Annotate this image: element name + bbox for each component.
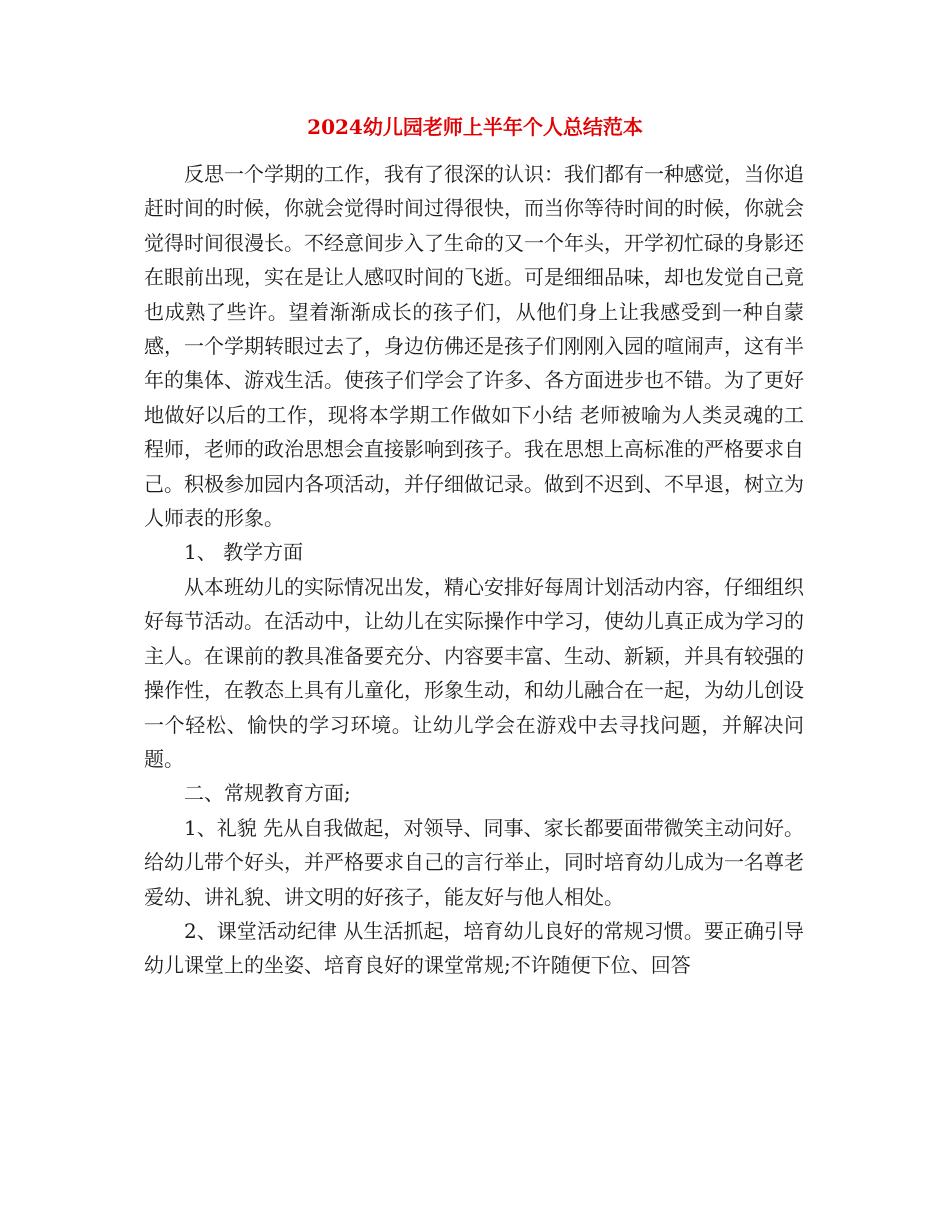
document-body bbox=[144, 157, 804, 983]
document-title: 2024幼儿园老师上半年个人总结范本 bbox=[307, 115, 643, 139]
paragraph-teaching: 从本班幼儿的实际情况出发，精心安排好每周计划活动内容，仔细组织好每节活动。在活动中，让幼儿在实际操作中学习，使幼儿真正成为学习的主人。在课前的教具准备要充分、内容要丰富、生动、新颖，并具有较强的操作性，在教态上具有儿童化，形象生动，和幼儿融合在一起，为幼儿创设一个轻松、愉快的学习环境。让幼儿学会在游戏中去寻找问题，并解决问题。 bbox=[144, 574, 804, 771]
heading-teaching: 1、 教学方面 bbox=[184, 540, 304, 565]
paragraph-reflection: 反思一个学期的工作，我有了很深的认识：我们都有一种感觉，当你追赶时间的时候，你就会觉得时间过得很快，而当你等待时间的时候，你就会觉得时间很漫长。不经意间步入了生命的又一个年头，开学初忙碌的身影还在眼前出现，实在是让人感叹时间的飞逝。可是细细品味，却也发觉自己竟也成熟了些许。望着渐渐成长的孩子们，从他们身上让我感受到一种自蒙感，一个学期转眼过去了，身边仿佛还是孩子们刚刚入园的喧闹声，这有半年的集体、游戏生活。使孩子们学会了许多、各方面进步也不错。为了更好地做好以后的工作，现将本学期工作做如下小结 老师被喻为人类灵魂的工程师，老师的政治思想会直接影响到孩子。我在思想上高标准的严格要求自己。积极参加园内各项活动，并仔细做记录。做到不迟到、不早退，树立为人师表的形象。 bbox=[144, 162, 804, 531]
paragraph-classroom-discipline: 2、课堂活动纪律 从生活抓起，培育幼儿良好的常规习惯。要正确引导幼儿课堂上的坐姿、培育良好的课堂常规;不许随便下位、回答 bbox=[144, 918, 804, 978]
heading-routine-education: 二、常规教育方面; bbox=[184, 781, 351, 806]
paragraph-manners: 1、礼貌 先从自我做起，对领导、同事、家长都要面带微笑主动问好。给幼儿带个好头，并严格要求自己的言行举止，同时培育幼儿成为一名尊老爱幼、讲礼貌、讲文明的好孩子，能友好与他人相处。 bbox=[144, 815, 804, 909]
